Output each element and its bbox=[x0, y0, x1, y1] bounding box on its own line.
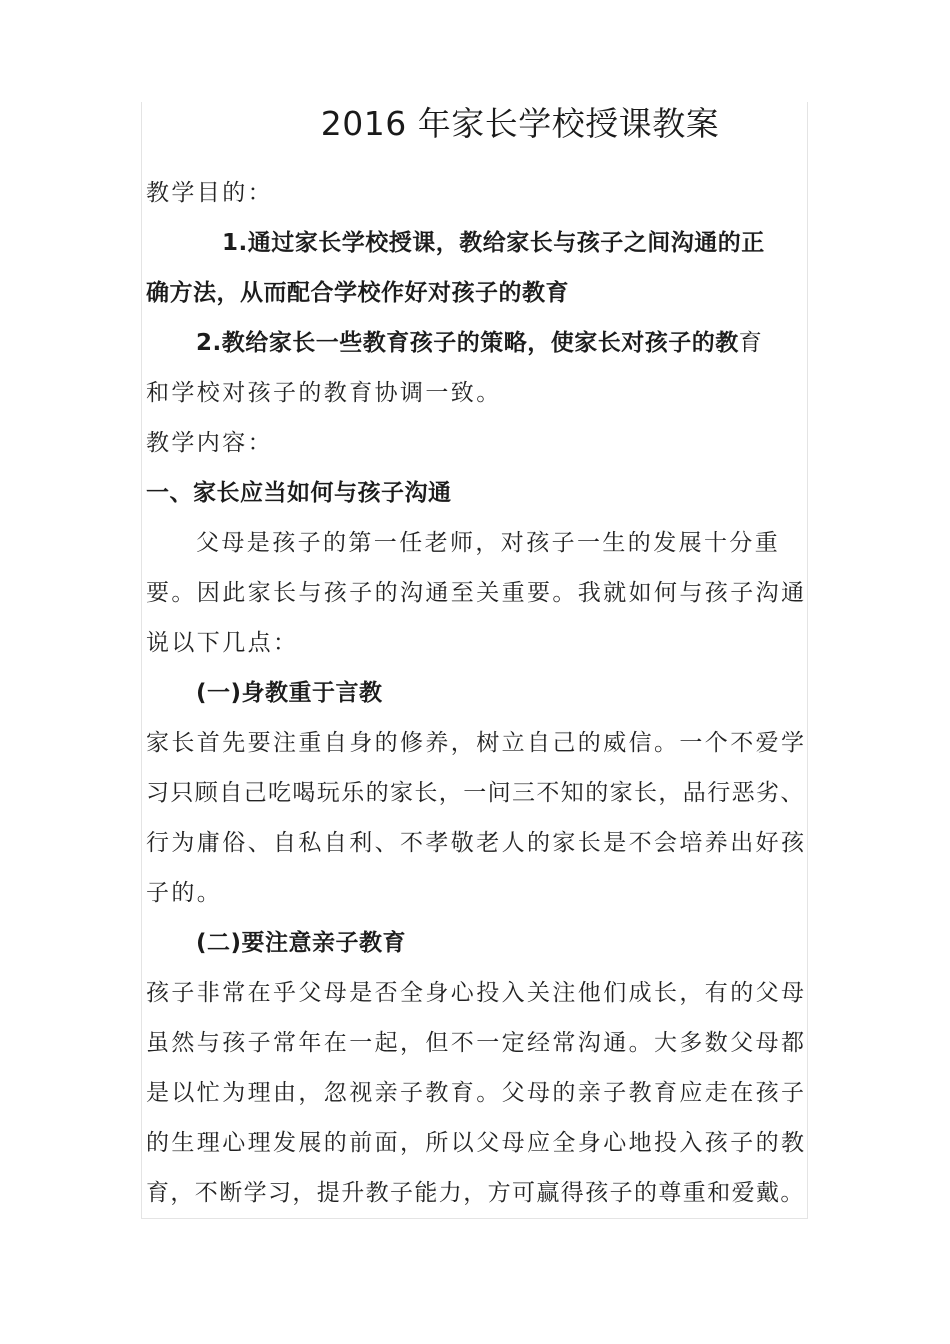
purpose-item-1-line-1: 1.通过家长学校授课，教给家长与孩子之间沟通的正 bbox=[222, 230, 765, 256]
subsection-2-line-5: 育，不断学习，提升教子能力，方可赢得孩子的尊重和爱戴。 bbox=[146, 1180, 805, 1206]
subsection-2-line-3: 是以忙为理由，忽视亲子教育。父母的亲子教育应走在孩子 bbox=[146, 1080, 807, 1106]
subsection-1-line-1: 家长首先要注重自身的修养，树立自己的威信。一个不爱学 bbox=[146, 730, 807, 756]
purpose-item-1-line-2: 确方法，从而配合学校作好对孩子的教育 bbox=[146, 280, 569, 306]
purpose-item-2-line-2: 和学校对孩子的教育协调一致。 bbox=[146, 380, 502, 406]
section-1-paragraph-line-3: 说以下几点： bbox=[146, 630, 299, 656]
purpose-item-2-line-1 bbox=[196, 328, 806, 358]
purpose-item-2-tail: 育 bbox=[738, 330, 762, 356]
section-1-paragraph-line-2: 要。因此家长与孩子的沟通至关重要。我就如何与孩子沟通 bbox=[146, 580, 807, 606]
purpose-heading: 教学目的： bbox=[146, 180, 273, 206]
content-heading: 教学内容： bbox=[146, 430, 273, 456]
subsection-2-line-4: 的生理心理发展的前面，所以父母应全身心地投入孩子的教 bbox=[146, 1130, 807, 1156]
subsection-1-line-2: 习只顾自己吃喝玩乐的家长，一问三不知的家长，品行恶劣、 bbox=[146, 780, 805, 806]
subsection-1-line-4: 子的。 bbox=[146, 880, 223, 906]
subsection-1-heading: (一)身教重于言教 bbox=[196, 680, 383, 706]
purpose-item-2-text: 2.教给家长一些教育孩子的策略，使家长对孩子的教 bbox=[196, 330, 739, 356]
subsection-2-line-1: 孩子非常在乎父母是否全身心投入关注他们成长，有的父母 bbox=[146, 980, 807, 1006]
subsection-2-heading: (二)要注意亲子教育 bbox=[196, 930, 407, 956]
subsection-2-line-2: 虽然与孩子常年在一起，但不一定经常沟通。大多数父母都 bbox=[146, 1030, 807, 1056]
subsection-1-line-3: 行为庸俗、自私自利、不孝敬老人的家长是不会培养出好孩 bbox=[146, 830, 807, 856]
section-1-heading: 一、家长应当如何与孩子沟通 bbox=[146, 480, 452, 506]
page-title: 2016 年家长学校授课教案 bbox=[320, 104, 720, 143]
section-1-paragraph-line-1: 父母是孩子的第一任老师，对孩子一生的发展十分重 bbox=[196, 530, 781, 556]
